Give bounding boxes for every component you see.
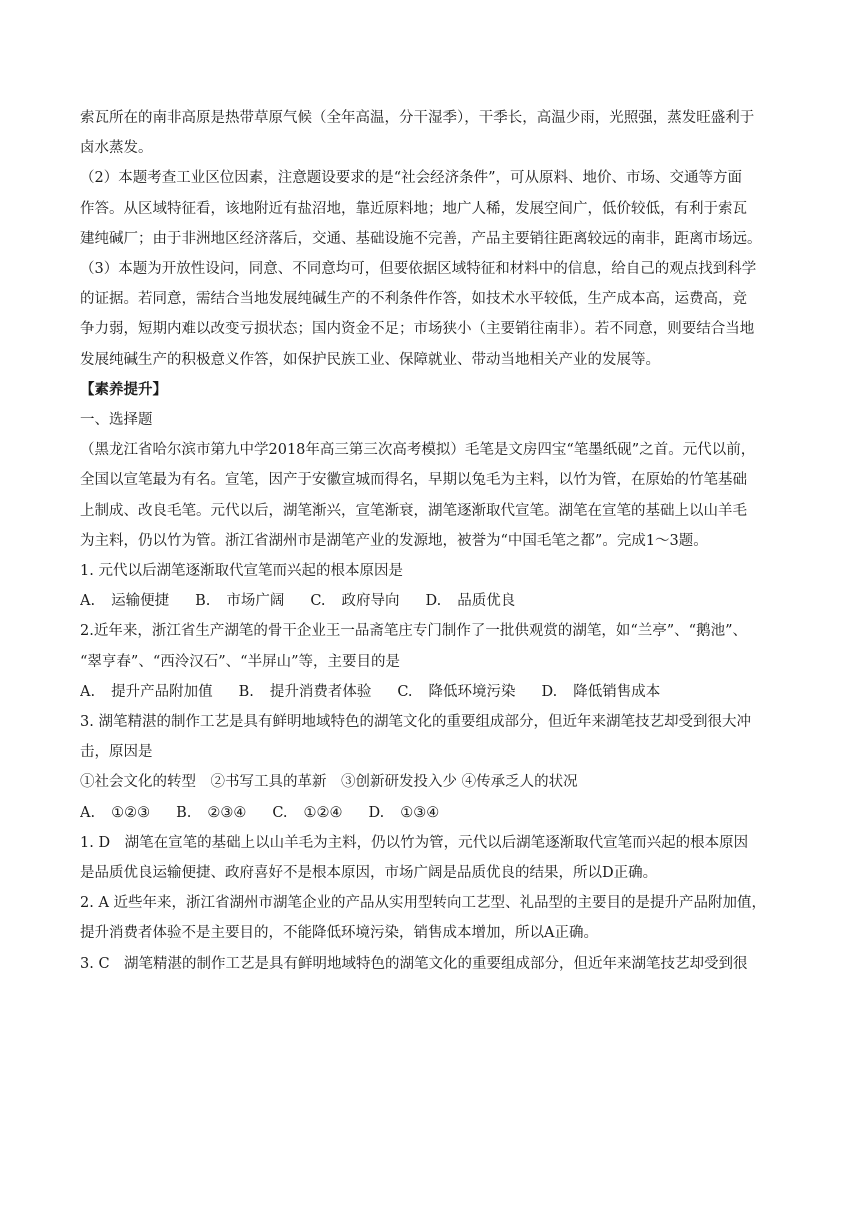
option-d: D. ①③④	[368, 804, 440, 821]
passage-line: 上制成、改良毛笔。元代以后，湖笔渐兴，宣笔渐衰，湖笔逐渐取代宣笔。湖笔在宣笔的基础上以山羊毛	[80, 502, 747, 519]
question-2-stem: 2.近年来，浙江省生产湖笔的骨干企业王一品斋笔庄专门制作了一批供观赏的湖笔，如“兰亭”、“鹅池”、	[80, 623, 747, 640]
section-heading: 【素养提升】	[80, 380, 167, 398]
option-c: C. ①②④	[272, 804, 343, 821]
option-d: D. 品质优良	[425, 593, 516, 610]
paragraph-line: 卤水蒸发。	[80, 140, 153, 157]
question-1-stem: 1. 元代以后湖笔逐渐取代宣笔而兴起的根本原因是	[80, 563, 403, 580]
question-1-options	[80, 586, 786, 616]
question-2-stem-cont: “翠亨春”、“西泠汉石”、“半屏山”等，主要目的是	[80, 653, 400, 670]
option-a: A. 运输便捷	[80, 593, 170, 610]
paragraph-line: 建纯碱厂；由于非洲地区经济落后，交通、基础设施不完善，产品主要销往距离较远的南非，距离市场远。	[80, 230, 762, 247]
subsection-heading: 一、选择题	[80, 412, 153, 429]
answer-1-explanation: 1. D 湖笔在宣笔的基础上以山羊毛为主料，仍以竹为管，元代以后湖笔逐渐取代宣笔而兴起的根本原因	[80, 834, 749, 851]
option-b: B. 市场广阔	[195, 593, 285, 610]
paragraph-line: 索瓦所在的南非高原是热带草原气候（全年高温，分干湿季），干季长，高温少雨，光照强，蒸发旺盛利于	[80, 110, 755, 126]
question-3-stem: 3. 湖笔精湛的制作工艺是具有鲜明地域特色的湖笔文化的重要组成部分，但近年来湖笔技艺却受到很大冲	[80, 714, 751, 731]
question-3-options	[80, 798, 786, 828]
option-c: C. 降低环境污染	[397, 683, 516, 700]
answer-1-explanation-cont: 是品质优良运输便捷、政府喜好不是根本原因，市场广阔是品质优良的结果，所以D正确。	[80, 865, 658, 882]
option-b: B. ②③④	[176, 804, 247, 821]
paragraph-line: 发展纯碱生产的积极意义作答，如保护民族工业、保障就业、带动当地相关产业的发展等。	[80, 351, 660, 368]
option-a: A. 提升产品附加值	[80, 683, 213, 700]
option-d: D. 降低销售成本	[541, 683, 661, 700]
document-page	[80, 103, 786, 979]
question-2-options	[80, 677, 786, 707]
paragraph-line: 作答。从区域特征看，该地附近有盐沼地，靠近原料地；地广人稀，发展空间广，低价较低，有利于索瓦	[80, 200, 747, 217]
passage-line: （黑龙江省哈尔滨市第九中学2018年高三第三次高考模拟）毛笔是文房四宝“笔墨纸砚”之首。元代以前，	[80, 442, 756, 459]
paragraph-line: 争力弱，短期内难以改变亏损状态；国内资金不足；市场狭小（主要销往南非）。若不同意，则要结合当地	[80, 321, 755, 338]
option-b: B. 提升消费者体验	[238, 683, 372, 700]
paragraph-line: （3）本题为开放性设问，同意、不同意均可，但要依据区域特征和材料中的信息，给自己的观点找到科学	[80, 261, 757, 278]
answer-2-explanation: 2. A 近些年来，浙江省湖州市湖笔企业的产品从实用型转向工艺型、礼品型的主要目的是提升产品附加值，	[80, 895, 767, 912]
question-3-items: ①社会文化的转型 ②书写工具的革新 ③创新研发投入少 ④传承乏人的状况	[80, 774, 578, 791]
question-3-stem-cont: 击，原因是	[80, 744, 153, 761]
passage-line: 全国以宣笔最为有名。宣笔，因产于安徽宣城而得名，早期以兔毛为主料，以竹为管，在原始的竹笔基础	[80, 472, 747, 489]
answer-2-explanation-cont: 提升消费者体验不是主要目的，不能降低环境污染，销售成本增加，所以A正确。	[80, 925, 598, 942]
option-c: C. 政府导向	[310, 593, 400, 610]
option-a: A. ①②③	[80, 804, 151, 821]
answer-3-explanation: 3. C 湖笔精湛的制作工艺是具有鲜明地域特色的湖笔文化的重要组成部分，但近年来湖笔技艺却受到很	[80, 955, 748, 972]
paragraph-line: 的证据。若同意，需结合当地发展纯碱生产的不利条件作答，如技术水平较低，生产成本高，运费高，竞	[80, 291, 747, 308]
paragraph-line: （2）本题考查工业区位因素，注意题设要求的是“社会经济条件”，可从原料、地价、市场、交通等方面	[80, 170, 743, 187]
passage-line: 为主料，仍以竹为管。浙江省湖州市是湖笔产业的发源地，被誉为“中国毛笔之都”。完成1～3题。	[80, 532, 708, 549]
